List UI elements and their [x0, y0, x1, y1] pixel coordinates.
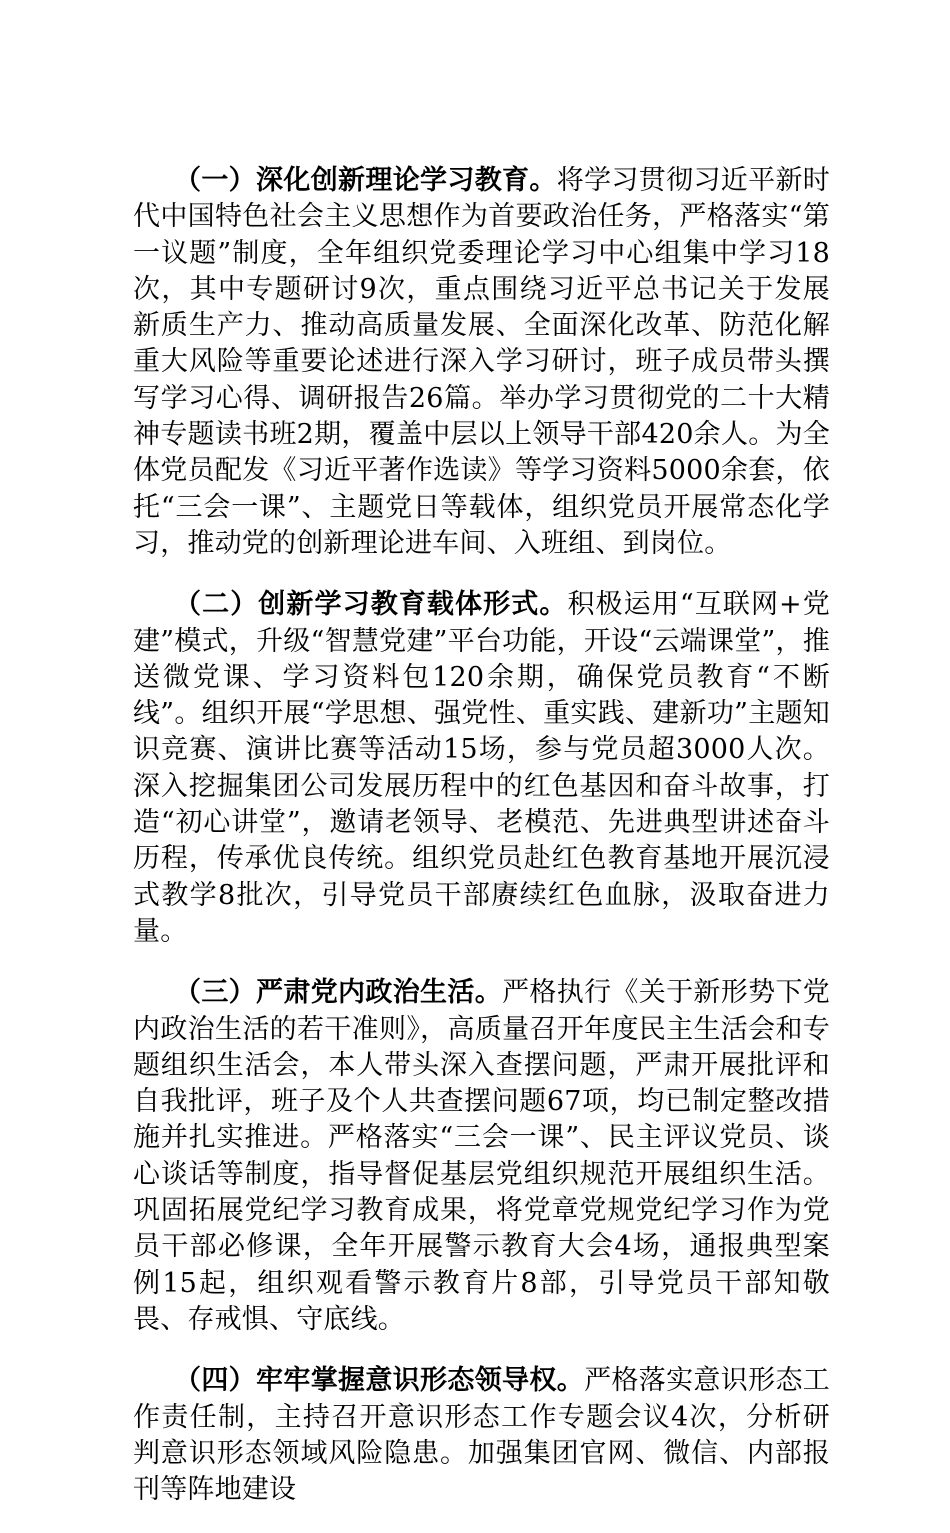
paragraph-1	[133, 163, 830, 562]
paragraph-4-body: 严格落实意识形态工作责任制，主持召开意识形态工作专题会议4次，分析研判意识形态领域风险隐患。加强集团官网、微信、内部报刊等阵地建设	[133, 1365, 830, 1506]
paragraph-2-body: 积极运用“互联网+党建”模式，升级“智慧党建”平台功能，开设“云端课堂”，推送微党课、学习资料包120余期，确保党员教育“不断线”。组织开展“学思想、强党性、重实践、建新功”主题知识竞赛、演讲比赛等活动15场，参与党员超3000人次。深入挖掘集团公司发展历程中的红色基因和奋斗故事，打造“初心讲堂”，邀请老领导、老模范、先进典型讲述奋斗历程，传承优良传统。组织党员赴红色教育基地开展沉浸式教学8批次，引导党员干部赓续红色血脉，汲取奋进力量。	[133, 589, 830, 947]
document-page	[133, 163, 830, 1533]
paragraph-3-body: 严格执行《关于新形势下党内政治生活的若干准则》，高质量召开年度民主生活会和专题组织生活会，本人带头深入查摆问题，严肃开展批评和自我批评，班子及个人共查摆问题67项，均已制定整改措施并扎实推进。严格落实“三会一课”、民主评议党员、谈心谈话等制度，指导督促基层党组织规范开展组织生活。巩固拓展党纪学习教育成果，将党章党规党纪学习作为党员干部必修课，全年开展警示教育大会4场，通报典型案例15起，组织观看警示教育片8部，引导党员干部知敬畏、存戒惧、守底线。	[133, 977, 830, 1335]
paragraph-2	[133, 587, 830, 950]
paragraph-2-heading: （二）创新学习教育载体形式。	[174, 589, 568, 621]
paragraph-4	[133, 1363, 830, 1508]
paragraph-4-heading: （四）牢牢掌握意识形态领导权。	[174, 1365, 585, 1397]
paragraph-3	[133, 975, 830, 1338]
paragraph-1-body: 将学习贯彻习近平新时代中国特色社会主义思想作为首要政治任务，严格落实“第一议题”制度，全年组织党委理论学习中心组集中学习18次，其中专题研讨9次，重点围绕习近平总书记关于发展新质生产力、推动高质量发展、全面深化改革、防范化解重大风险等重要论述进行深入学习研讨，班子成员带头撰写学习心得、调研报告26篇。举办学习贯彻党的二十大精神专题读书班2期，覆盖中层以上领导干部420余人。为全体党员配发《习近平著作选读》等学习资料5000余套，依托“三会一课”、主题党日等载体，组织党员开展常态化学习，推动党的创新理论进车间、入班组、到岗位。	[133, 165, 830, 559]
paragraph-3-heading: （三）严肃党内政治生活。	[174, 977, 503, 1009]
paragraph-1-heading: （一）深化创新理论学习教育。	[174, 165, 557, 196]
